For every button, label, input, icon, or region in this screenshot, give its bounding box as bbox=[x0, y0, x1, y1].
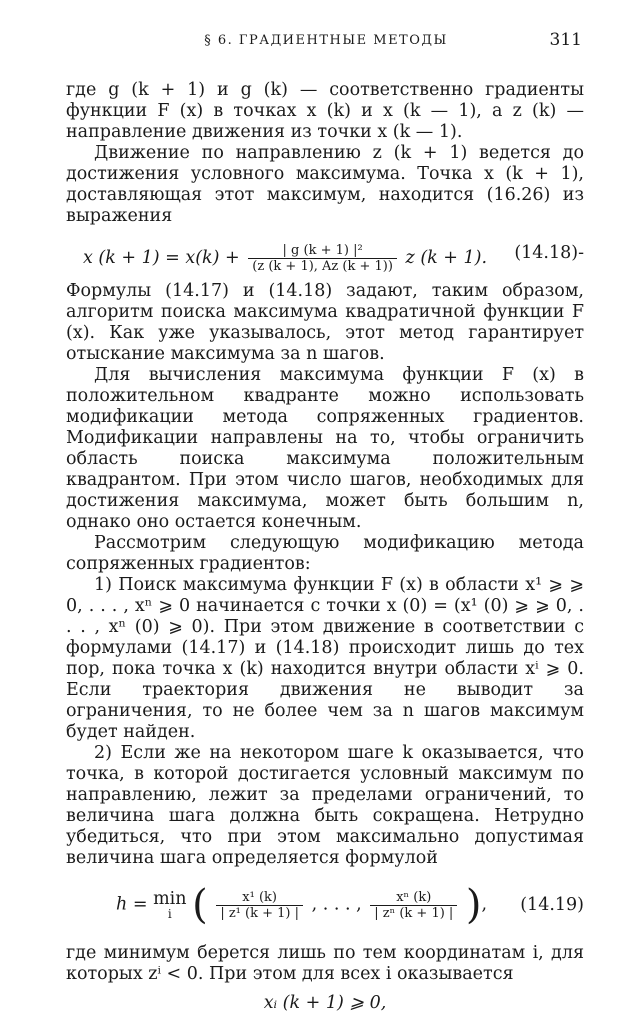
eq2-lhs: h = bbox=[116, 894, 148, 915]
paragraph-algorithm: Формулы (14.17) и (14.18) задают, таким образом, алгоритм поиска максимума квадратичной функции F (x). Как уже указывалось, этот метод гарантирует отыскание максимума за n шагов. bbox=[66, 281, 584, 364]
fraction-1-den: | z¹ (k + 1) | bbox=[220, 905, 299, 921]
eq2-dots: , . . . , bbox=[311, 894, 362, 915]
fraction-2-num: xⁿ (k) bbox=[370, 890, 457, 906]
min-operator bbox=[153, 888, 187, 921]
running-head: § 6. ГРАДИЕНТНЫЕ МЕТОДЫ bbox=[204, 33, 448, 48]
fraction-2-den: | zⁿ (k + 1) | bbox=[374, 905, 454, 921]
paragraph-gradients: где g (k + 1) и g (k) — соответственно градиенты функции F (x) в точках x (k) и x (k — 1), а z (k) — направление движения из точки x (k — 1). bbox=[66, 80, 584, 142]
fraction-1 bbox=[216, 890, 303, 921]
page-number: 311 bbox=[549, 30, 582, 50]
final-formula-text: xᵢ (k + 1) ⩾ 0, bbox=[263, 993, 387, 1013]
equation-number: (14.18)- bbox=[514, 243, 584, 263]
paragraph-motion: Движение по направлению z (k + 1) ведется до достижения условного максимума. Точка x (k + 1), доставляющая этот максимум, находится (16.26) из выражения bbox=[66, 143, 584, 226]
final-formula bbox=[66, 993, 584, 1014]
eq-denominator: (z (k + 1), Az (k + 1)) bbox=[252, 259, 393, 274]
paragraph-modification: Рассмотрим следующую модификацию метода сопряженных градиентов: bbox=[66, 533, 584, 574]
paragraph-quadrant: Для вычисления максимума функции F (x) в положительном квадранте можно использовать модификации метода сопряженных градиентов. Модификации направлены на то, чтобы ограничить область поиска максимума положительным квадрантом. При этом число шагов, необходимых для достижения максимума, может быть большим n, однако оно остается конечным. bbox=[66, 365, 584, 532]
paragraph-step-2: 2) Если же на некотором шаге k оказывается, что точка, в которой достигается условный максимум по направлению, лежит за пределами ограничений, то величина шага должна быть сокращена. Нетрудно убедиться, что при этом максимально допустимая величина шага определяется формулой bbox=[66, 743, 584, 868]
equation-14-19-body: h = min i ( $\frac{\text{x¹ (k)}}{\text{| z¹ (k + 1) |}}$ , . . . , $\frac{\text{xⁿ (k)}}{\text{| zⁿ (k + 1) |}}$ ), bbox=[116, 882, 488, 928]
equation-number-14-19: (14.19) bbox=[520, 895, 584, 915]
equation-14-19 bbox=[66, 875, 584, 937]
left-paren: ( bbox=[192, 882, 208, 928]
eq-fraction bbox=[248, 243, 397, 274]
fraction-1-num: x¹ (k) bbox=[216, 890, 303, 906]
page-header bbox=[70, 30, 582, 54]
eq-rhs: z (k + 1). bbox=[405, 248, 488, 268]
min-word: min bbox=[153, 888, 187, 909]
fraction-2 bbox=[370, 890, 457, 921]
min-subscript: i bbox=[167, 906, 172, 921]
paragraph-minimum: где минимум берется лишь по тем координатам i, для которых zⁱ < 0. При этом для всех i оказывается bbox=[66, 943, 584, 984]
page-body bbox=[66, 80, 584, 1014]
equation-14-18-body bbox=[66, 243, 504, 274]
right-paren: ) bbox=[465, 882, 482, 928]
equation-14-18 bbox=[66, 231, 584, 277]
eq-numerator: | g (k + 1) |² bbox=[248, 243, 397, 259]
eq-lhs: x (k + 1) = x(k) + bbox=[82, 248, 240, 268]
paragraph-step-1: 1) Поиск максимума функции F (x) в области x¹ ⩾ ⩾ 0, . . . , xⁿ ⩾ 0 начинается с точки x (0) = (x¹ (0) ⩾ ⩾ 0, . . . , xⁿ (0) ⩾ 0). При этом движение в соответствии с формулами (14.17) и (14.18) происходит лишь до тех пор, пока точка x (k) находится внутри области xⁱ ⩾ 0. Если траектория движения не выводит за ограничения, то не более чем за n шагов максимум будет найден. bbox=[66, 575, 584, 742]
